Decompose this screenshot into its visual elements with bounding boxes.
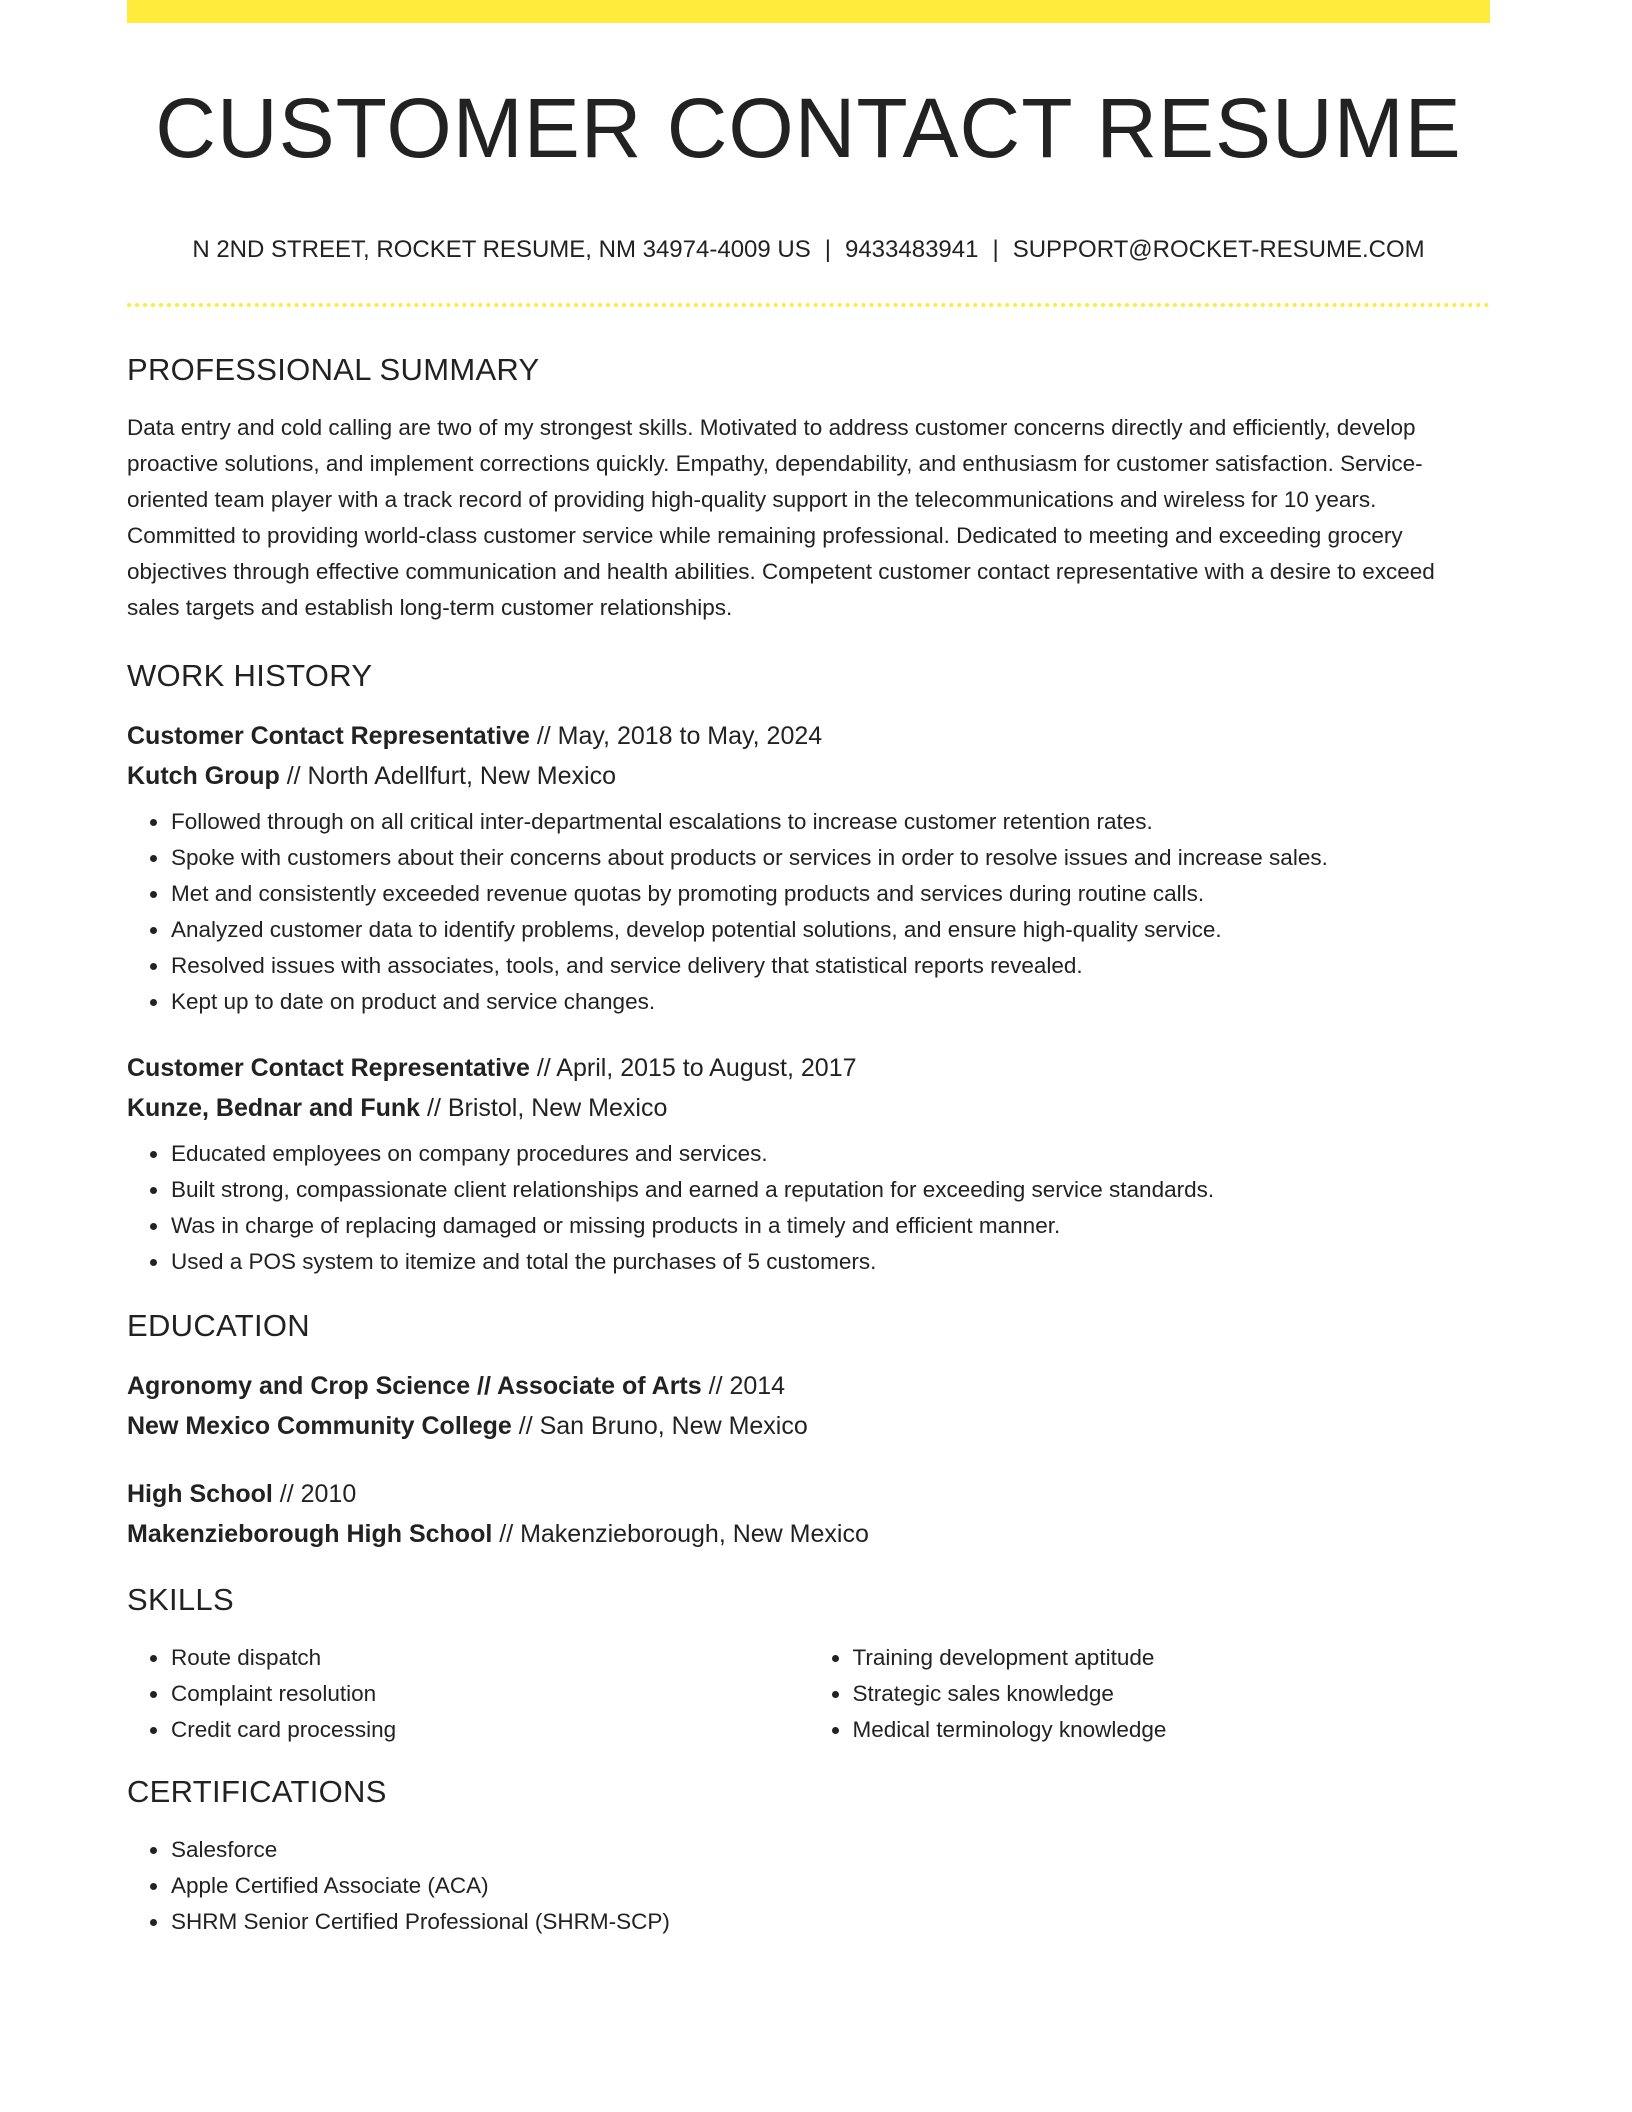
job-company-line (127, 756, 1490, 796)
section-title-work-history: WORK HISTORY (127, 658, 373, 693)
resume-title: CUSTOMER CONTACT RESUME (155, 81, 1462, 175)
education-school-line (127, 1406, 1490, 1446)
education-entry (127, 1474, 1490, 1554)
resume-body (127, 352, 1490, 1940)
certification-item: • Apple Certified Associate (ACA) (170, 1868, 1490, 1904)
contact-phone: 9433483941 (844, 236, 979, 263)
job-company-line (127, 1088, 1490, 1128)
skills-left-column (127, 1640, 809, 1748)
list-item: • Built strong, compassionate client relationships and earned a reputation for exceeding service standards. (170, 1172, 1490, 1208)
list-item: • Kept up to date on product and service changes. (170, 984, 1490, 1020)
job-role-line (127, 716, 1490, 756)
summary-text: Data entry and cold calling are two of my strongest skills. Motivated to address customer concerns directly and efficiently, develop proactive solutions, and implement corrections quickly. Empathy, dependability, and enthusiasm for customer satisfaction. Service-oriented team player with a track record of providing high-quality support in the telecommunications and wireless for 10 years. Committed to providing world-class customer service while remaining professional. Dedicated to meeting and exceeding grocery objectives through effective communication and health abilities. Competent customer contact representative with a desire to exceed sales targets and establish long-term customer relationships. (127, 415, 1435, 620)
education-location: // Makenzieborough, New Mexico (492, 1520, 869, 1548)
skill-item: • Credit card processing (170, 1712, 809, 1748)
job-dates: // April, 2015 to August, 2017 (529, 1054, 857, 1082)
job-company: Kutch Group (127, 762, 280, 790)
contact-separator: | (992, 236, 999, 263)
contact-email: SUPPORT@ROCKET-RESUME.COM (1012, 236, 1425, 263)
job-role-line (127, 1048, 1490, 1088)
list-item: • Met and consistently exceeded revenue quotas by promoting products and services during routine calls. (170, 876, 1490, 912)
skills-right-column (809, 1640, 1491, 1748)
job-entry (127, 716, 1490, 1020)
job-dates: // May, 2018 to May, 2024 (529, 722, 823, 750)
job-location: // Bristol, New Mexico (420, 1094, 668, 1122)
list-item: • Educated employees on company procedures and services. (170, 1136, 1490, 1172)
education-school: New Mexico Community College (127, 1412, 512, 1440)
education-degree-line (127, 1366, 1490, 1406)
section-title-certifications: CERTIFICATIONS (127, 1774, 387, 1809)
top-accent-bar (127, 0, 1490, 23)
education-location: // San Bruno, New Mexico (511, 1412, 808, 1440)
list-item: • Spoke with customers about their concerns about products or services in order to resolve issues and increase sales. (170, 840, 1490, 876)
skill-item: • Route dispatch (170, 1640, 809, 1676)
skill-item: • Complaint resolution (170, 1676, 809, 1712)
section-title-skills: SKILLS (127, 1582, 234, 1617)
job-bullets (127, 804, 1490, 1020)
education-entry (127, 1366, 1490, 1446)
dotted-divider (127, 303, 1490, 307)
job-location: // North Adellfurt, New Mexico (279, 762, 616, 790)
job-role: Customer Contact Representative (127, 722, 530, 750)
contact-line (127, 236, 1490, 264)
job-company: Kunze, Bednar and Funk (127, 1094, 421, 1122)
list-item: • Used a POS system to itemize and total the purchases of 5 customers. (170, 1244, 1490, 1280)
skill-item: • Medical terminology knowledge (852, 1712, 1491, 1748)
section-title-summary: PROFESSIONAL SUMMARY (127, 352, 540, 387)
contact-address: N 2ND STREET, ROCKET RESUME, NM 34974-4009 US (192, 236, 811, 263)
section-title-education: EDUCATION (127, 1308, 310, 1343)
list-item: • Resolved issues with associates, tools, and service delivery that statistical reports revealed. (170, 948, 1490, 984)
contact-separator: | (824, 236, 831, 263)
list-item: • Analyzed customer data to identify problems, develop potential solutions, and ensure high-quality service. (170, 912, 1490, 948)
education-school: Makenzieborough High School (127, 1520, 493, 1548)
list-item: • Was in charge of replacing damaged or missing products in a timely and efficient manner. (170, 1208, 1490, 1244)
education-school-line (127, 1514, 1490, 1554)
job-entry (127, 1048, 1490, 1280)
job-role: Customer Contact Representative (127, 1054, 530, 1082)
skills-grid (127, 1640, 1490, 1748)
certifications-list (127, 1832, 1490, 1940)
education-degree: High School (127, 1480, 273, 1508)
certification-item: • SHRM Senior Certified Professional (SHRM-SCP) (170, 1904, 1490, 1940)
education-degree-line (127, 1474, 1490, 1514)
education-year: // 2014 (701, 1372, 786, 1400)
job-bullets (127, 1136, 1490, 1280)
list-item: • Followed through on all critical inter-departmental escalations to increase customer retention rates. (170, 804, 1490, 840)
education-degree: Agronomy and Crop Science // Associate of Arts (127, 1372, 702, 1400)
certification-item: • Salesforce (170, 1832, 1490, 1868)
skill-item: • Strategic sales knowledge (852, 1676, 1491, 1712)
education-year: // 2010 (272, 1480, 357, 1508)
skill-item: • Training development aptitude (852, 1640, 1491, 1676)
